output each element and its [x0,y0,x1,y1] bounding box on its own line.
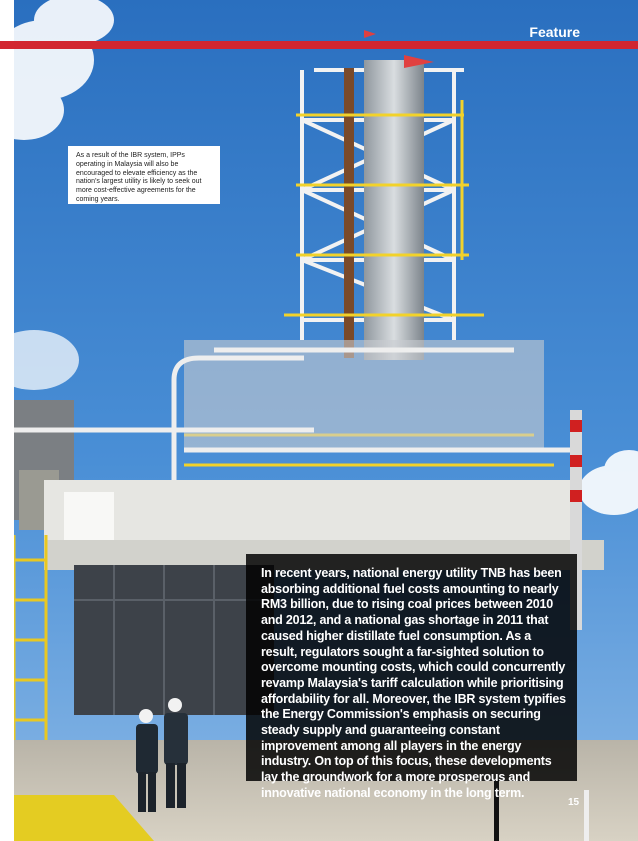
header-accent-bar [0,41,638,49]
page-number: 15 [568,797,580,808]
page-margin [0,0,14,841]
body-text-box: In recent years, national energy utility TNB has been absorbing additional fuel costs amounting to nearly RM3 billion, due to rising coal prices between 2010 and 2012, and a national gas shortage in 2011 that caused higher distillate fuel consumption. As a result, regulators sought a far-sighted solution to overcome mounting costs, which could concurrently revamp Malaysia's tariff calculation while prioritising affordability for all. Moreover, the IBR system typifies the Energy Commission's emphasis on securing steady supply and guaranteeing constant improvement among all players in the energy industry. On top of this focus, these developments lay the groundwork for a more prosperous and innovative national economy in the long term. [246,554,577,781]
pull-quote: As a result of the IBR system, IPPs operating in Malaysia will also be encouraged to elevate efficiency as the nation's largest utility is likely to seek out more cost-effective agreements for the coming years. [68,146,220,204]
section-label: Feature [529,24,580,40]
